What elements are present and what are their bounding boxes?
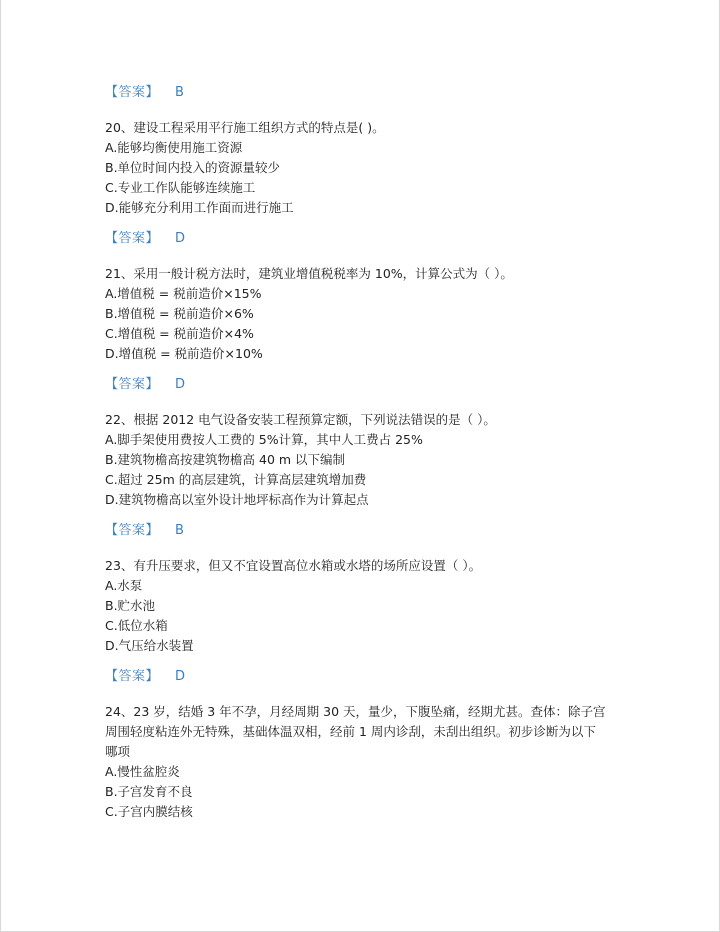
option-c: C.低位水箱 (105, 618, 168, 633)
option-d: D.能够充分利用工作面而进行施工 (105, 200, 294, 215)
option-c: C.专业工作队能够连续施工 (105, 180, 256, 195)
question-stem: 22、根据 2012 电气设备安装工程预算定额，下列说法错误的是（ ）。 (105, 412, 496, 427)
option-b: B.贮水池 (105, 598, 156, 613)
answer-value: B (175, 85, 184, 100)
answer-line (105, 375, 185, 395)
question-stem-line: 周围轻度粘连外无特殊，基础体温双相，经前 1 周内诊刮，未刮出组织。初步诊断为以下 (105, 724, 596, 739)
option-a: A.慢性盆腔炎 (105, 764, 180, 779)
answer-tag: 【答案】 (105, 523, 160, 538)
question-stem: 23、有升压要求，但又不宜设置高位水箱或水塔的场所应设置（ ）。 (105, 558, 482, 573)
option-d: D.建筑物檐高以室外设计地坪标高作为计算起点 (105, 492, 369, 507)
answer-value: D (175, 669, 186, 684)
answer-tag: 【答案】 (105, 85, 160, 100)
option-a: A.水泵 (105, 578, 143, 593)
answer-line (105, 83, 184, 103)
answer-value: B (175, 523, 184, 538)
question-stem: 20、建设工程采用平行施工组织方式的特点是( )。 (105, 120, 385, 135)
option-c: C.子宫内膜结核 (105, 804, 193, 819)
option-b: B.子宫发育不良 (105, 784, 193, 799)
answer-line (105, 667, 185, 687)
option-b: B.单位时间内投入的资源量较少 (105, 160, 281, 175)
option-d: D.气压给水装置 (105, 638, 194, 653)
option-b: B.增值税 = 税前造价×6% (105, 306, 254, 321)
question-stem-line: 24、23 岁，结婚 3 年不孕，月经周期 30 天，量少，下腹坠痛，经期尤甚。查体：除子宫 (105, 704, 606, 719)
answer-tag: 【答案】 (105, 231, 160, 246)
option-c: C.增值税 = 税前造价×4% (105, 326, 254, 341)
answer-tag: 【答案】 (105, 377, 160, 392)
question-stem: 21、采用一般计税方法时，建筑业增值税税率为 10%，计算公式为（ ）。 (105, 266, 513, 281)
question-stem-line: 哪项 (105, 744, 131, 759)
answer-value: D (175, 231, 186, 246)
answer-line (105, 229, 185, 249)
answer-value: D (175, 377, 186, 392)
option-a: A.能够均衡使用施工资源 (105, 140, 243, 155)
option-b: B.建筑物檐高按建筑物檐高 40 m 以下编制 (105, 452, 346, 467)
option-a: A.增值税 = 税前造价×15% (105, 286, 262, 301)
option-d: D.增值税 = 税前造价×10% (105, 346, 263, 361)
option-c: C.超过 25m 的高层建筑，计算高层建筑增加费 (105, 472, 367, 487)
answer-line (105, 521, 184, 541)
answer-tag: 【答案】 (105, 669, 160, 684)
option-a: A.脚手架使用费按人工费的 5%计算，其中人工费占 25% (105, 432, 423, 447)
